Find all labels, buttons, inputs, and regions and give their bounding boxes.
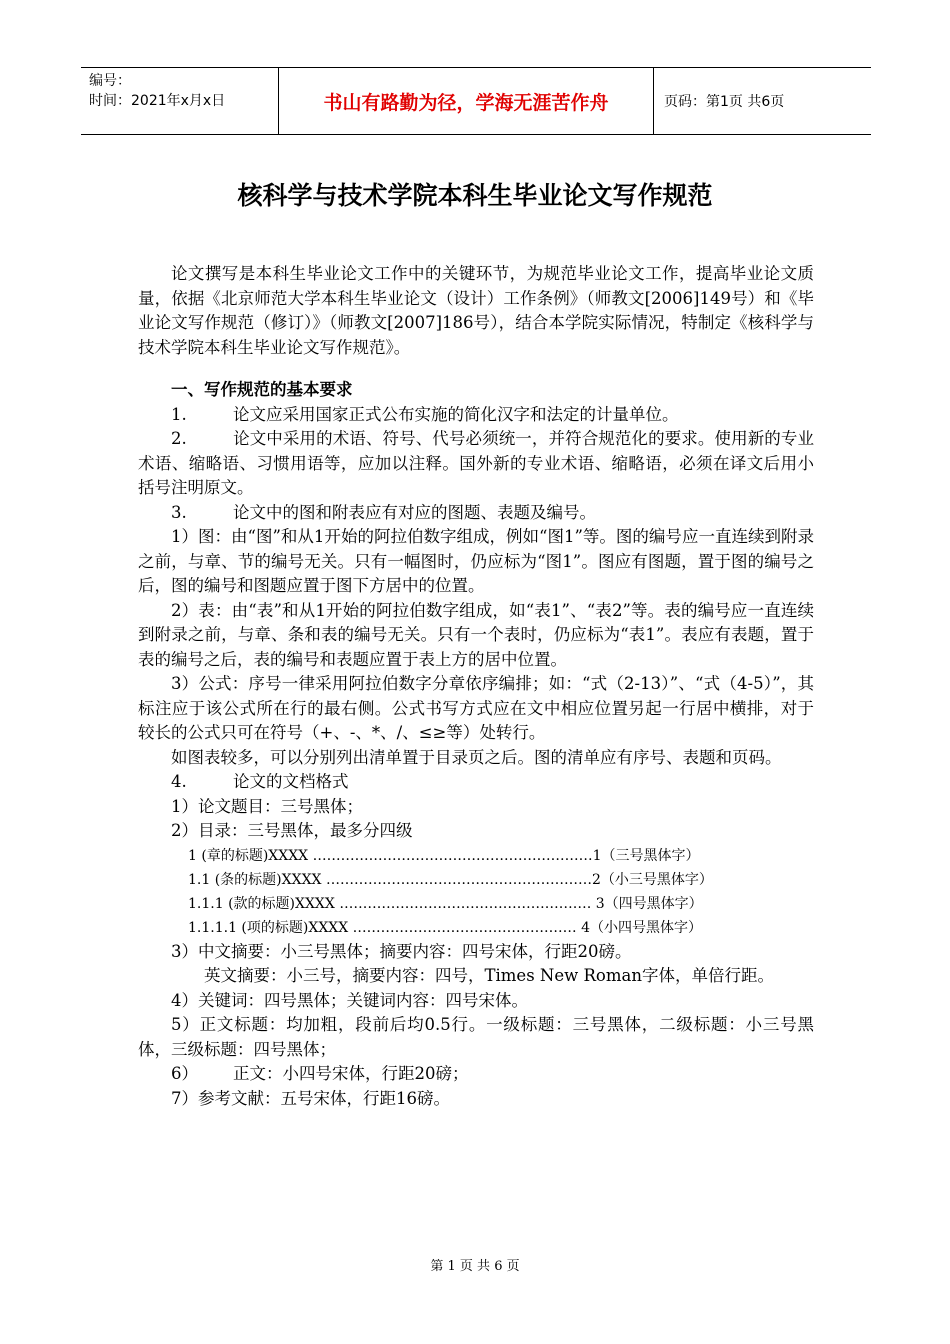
format-abstract-cn: 3）中文摘要：小三号黑体；摘要内容：四号宋体，行距20磅。 <box>171 941 632 961</box>
intro-block <box>138 262 814 360</box>
item-2-text: 论文中采用的术语、符号、代号必须统一，并符合规范化的要求。使用新的专业术语、缩略语、习惯用语等，应加以注释。国外新的专业术语、缩略语，必须在译文后用小括号注明原文。 <box>138 429 814 497</box>
header-page-info: 页码：第1页 共6页 <box>664 94 785 110</box>
toc-line-2: 1.1 (条的标题)XXXX …………………………………………………2（小三号黑体字） <box>188 871 713 888</box>
item-3 <box>138 501 814 526</box>
number-label: 编号： <box>89 73 131 89</box>
toc-example <box>138 844 814 940</box>
formula-rule: 3）公式：序号一律采用阿拉伯数字分章依序编排；如：“式（2-13）”、“式（4-5）”，其标注应于该公式所在行的最右侧。公式书写方式应在文中相应位置另起一行居中横排，对于较长的公式只可在符号（+、-、*、/、≤≥等）处转行。 <box>138 674 814 742</box>
header-table <box>81 67 871 135</box>
item-3-number: 3. <box>171 502 187 522</box>
item-4 <box>138 770 814 795</box>
section-1-title: 一、写作规范的基本要求 <box>171 380 353 399</box>
section-1 <box>138 378 814 1111</box>
list-note: 如图表较多，可以分别列出清单置于目录页之后。图的清单应有序号、表题和页码。 <box>171 747 782 767</box>
format-references: 7）参考文献：五号宋体，行距16磅。 <box>171 1088 450 1108</box>
page-title: 核科学与技术学院本科生毕业论文写作规范 <box>237 181 713 210</box>
format-keywords: 4）关键词：四号黑体；关键词内容：四号宋体。 <box>171 990 528 1010</box>
toc-line-1: 1 (章的标题)XXXX ……………………………………………………1（三号黑体字） <box>188 847 700 864</box>
toc-line-3: 1.1.1 (款的标题)XXXX ……………………………………………… 3（四号黑体字） <box>188 895 703 912</box>
intro-paragraph: 论文撰写是本科生毕业论文工作中的关键环节，为规范毕业论文工作，提高毕业论文质量，依据《北京师范大学本科生毕业论文（设计）工作条例》（师教文[2006]149号）和《毕业论文写作规范（修订）》（师教文[2007]186号），结合本学院实际情况，特制定《核科学与技术学院本科生毕业论文写作规范》。 <box>138 264 814 357</box>
item-3-text: 论文中的图和附表应有对应的图题、表题及编号。 <box>233 502 596 522</box>
format-body-text: 正文：小四号宋体，行距20磅； <box>233 1064 469 1083</box>
table-rule: 2）表：由“表”和从1开始的阿拉伯数字组成，如“表1”、“表2”等。表的编号应一直连续到附录之前，与章、条和表的编号无关。只有一个表时，仍应标为“表1”。表应有表题，置于表的编号之后，表的编号和表题应置于表上方的居中位置。 <box>138 600 814 669</box>
item-1-text: 论文应采用国家正式公布实施的简化汉字和法定的计量单位。 <box>233 404 679 424</box>
item-1-number: 1. <box>171 404 187 424</box>
item-2-number: 2. <box>171 429 187 448</box>
header-motto: 书山有路勤为径，学海无涯苦作舟 <box>279 68 654 134</box>
figure-rule: 1）图：由“图”和从1开始的阿拉伯数字组成，例如“图1”等。图的编号应一直连续到附录之前，与章、节的编号无关。只有一幅图时，仍应标为“图1”。图应有图题，置于图的编号之后，图的编号和图题应置于图下方居中的位置。 <box>138 527 814 595</box>
item-1 <box>138 403 814 428</box>
format-body-number: 6） <box>171 1064 198 1083</box>
item-4-number: 4. <box>171 772 187 791</box>
time-label: 时间：2021年x月x日 <box>89 93 226 109</box>
page-footer: 第 1 页 共 6 页 <box>430 1259 520 1274</box>
format-body <box>138 1062 814 1087</box>
item-4-text: 论文的文档格式 <box>233 772 349 791</box>
item-2 <box>138 427 814 501</box>
format-title: 1）论文题目：三号黑体； <box>171 796 363 816</box>
toc-line-4: 1.1.1.1 (项的标题)XXXX ………………………………………… 4（小四号黑体字） <box>188 919 703 936</box>
format-abstract-en: 英文摘要：小三号，摘要内容：四号，Times New Roman字体，单倍行距。 <box>204 966 774 985</box>
format-headings: 5）正文标题：均加粗，段前后均0.5行。一级标题：三号黑体，二级标题：小三号黑体，三级标题：四号黑体； <box>138 1015 814 1059</box>
header-meta <box>81 68 279 134</box>
format-toc: 2）目录：三号黑体，最多分四级 <box>171 821 413 840</box>
